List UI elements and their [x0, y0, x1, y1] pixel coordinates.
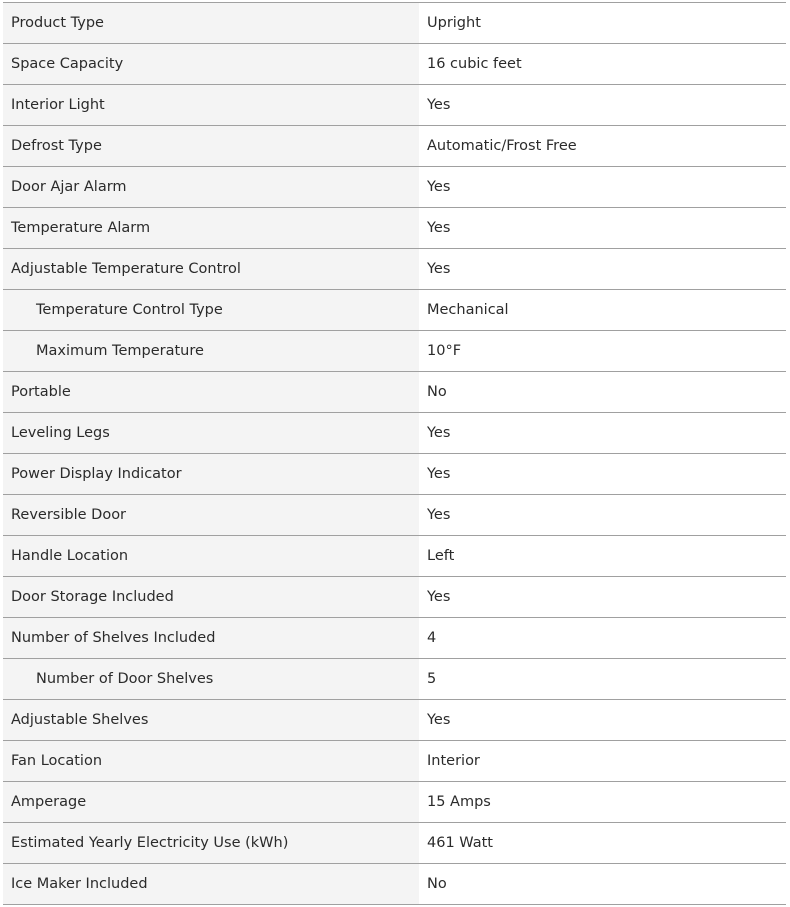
spec-value: Yes [419, 85, 786, 126]
spec-value: 461 Watt [419, 823, 786, 864]
specifications-table [3, 2, 786, 905]
spec-value: Yes [419, 495, 786, 536]
spec-label: Temperature Control Type [3, 290, 419, 331]
spec-row [3, 454, 786, 495]
spec-value: Upright [419, 3, 786, 44]
specifications-body [3, 3, 786, 905]
spec-value: 10°F [419, 331, 786, 372]
spec-row [3, 741, 786, 782]
spec-row [3, 331, 786, 372]
spec-value: Yes [419, 700, 786, 741]
spec-row [3, 44, 786, 85]
spec-value: Interior [419, 741, 786, 782]
spec-label: Handle Location [3, 536, 419, 577]
spec-value: Yes [419, 249, 786, 290]
spec-row [3, 413, 786, 454]
spec-label: Estimated Yearly Electricity Use (kWh) [3, 823, 419, 864]
spec-label: Adjustable Temperature Control [3, 249, 419, 290]
spec-row [3, 3, 786, 44]
spec-label: Door Ajar Alarm [3, 167, 419, 208]
spec-label: Portable [3, 372, 419, 413]
spec-row [3, 536, 786, 577]
spec-row [3, 126, 786, 167]
spec-row [3, 700, 786, 741]
spec-label: Leveling Legs [3, 413, 419, 454]
spec-row [3, 782, 786, 823]
spec-row [3, 618, 786, 659]
spec-value: Yes [419, 454, 786, 495]
spec-value: Yes [419, 577, 786, 618]
spec-row [3, 208, 786, 249]
spec-label: Space Capacity [3, 44, 419, 85]
spec-label: Temperature Alarm [3, 208, 419, 249]
spec-label: Door Storage Included [3, 577, 419, 618]
spec-row [3, 85, 786, 126]
spec-value: Yes [419, 208, 786, 249]
spec-value: Automatic/Frost Free [419, 126, 786, 167]
spec-value: 16 cubic feet [419, 44, 786, 85]
spec-row [3, 823, 786, 864]
spec-row [3, 372, 786, 413]
spec-label: Number of Shelves Included [3, 618, 419, 659]
spec-label: Defrost Type [3, 126, 419, 167]
spec-row [3, 290, 786, 331]
spec-row [3, 495, 786, 536]
spec-row [3, 167, 786, 208]
spec-value: No [419, 864, 786, 905]
spec-label: Number of Door Shelves [3, 659, 419, 700]
spec-row [3, 659, 786, 700]
spec-value: Yes [419, 167, 786, 208]
spec-label: Reversible Door [3, 495, 419, 536]
spec-row [3, 864, 786, 905]
spec-row [3, 249, 786, 290]
spec-label: Maximum Temperature [3, 331, 419, 372]
spec-value: Left [419, 536, 786, 577]
spec-value: 15 Amps [419, 782, 786, 823]
spec-label: Product Type [3, 3, 419, 44]
spec-label: Interior Light [3, 85, 419, 126]
spec-label: Adjustable Shelves [3, 700, 419, 741]
spec-label: Amperage [3, 782, 419, 823]
spec-value: 5 [419, 659, 786, 700]
spec-label: Power Display Indicator [3, 454, 419, 495]
spec-label: Ice Maker Included [3, 864, 419, 905]
spec-value: Yes [419, 413, 786, 454]
spec-row [3, 577, 786, 618]
spec-value: No [419, 372, 786, 413]
spec-value: 4 [419, 618, 786, 659]
spec-value: Mechanical [419, 290, 786, 331]
spec-label: Fan Location [3, 741, 419, 782]
